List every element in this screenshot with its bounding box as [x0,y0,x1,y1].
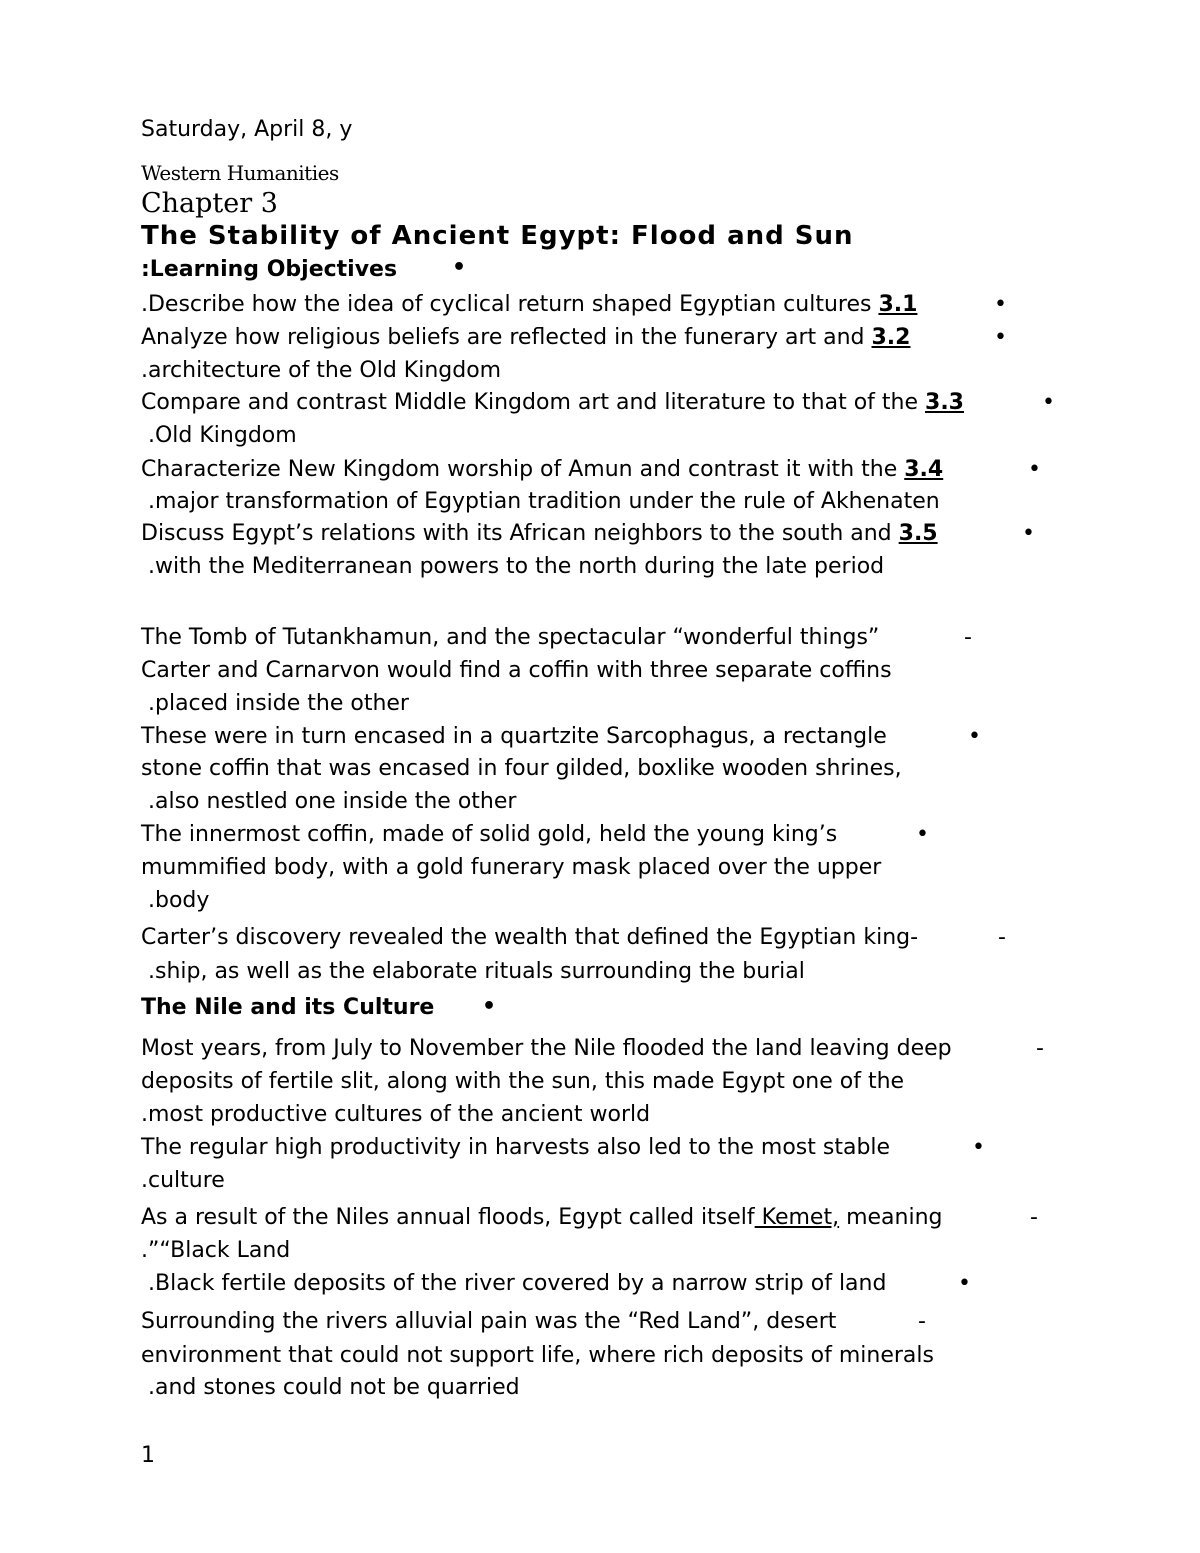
tomb-line: mummified body, with a gold funerary mask placed over the upper [141,855,882,880]
tomb-line: Carter’s discovery revealed the wealth that defined the Egyptian king- [141,925,919,950]
objective-number: 3.3 [925,390,964,415]
objective-continuation: .Old Kingdom [141,423,297,448]
nile-line: .culture [141,1168,225,1193]
objective-continuation: .with the Mediterranean powers to the north during the late period [141,554,885,579]
course-name: Western Humanities [141,161,339,185]
objective-text: Analyze how religious beliefs are reflected in the funerary art and [141,325,872,350]
objective-number: 3.4 [904,457,944,482]
objective-text: .Describe how the idea of cyclical return shaped Egyptian cultures [141,292,879,317]
dash-marker: - [918,1309,926,1334]
objective-item [141,325,910,351]
nile-line: The regular high productivity in harvests also led to the most stable [141,1135,891,1160]
objective-item [141,521,938,547]
chapter-label: Chapter 3 [141,188,278,219]
nile-line: deposits of fertile slit, along with the sun, this made Egypt one of the [141,1069,905,1094]
nile-line: .Black fertile deposits of the river covered by a narrow strip of land [141,1271,887,1296]
objective-number: 3.5 [898,521,938,546]
bullet-marker: • [968,724,981,749]
dash-marker: - [964,625,972,650]
nile-line: .and stones could not be quarried [141,1375,520,1400]
objective-continuation: .major transformation of Egyptian tradition under the rule of Akhenaten [141,489,940,514]
bullet-marker: • [994,325,1007,350]
tomb-line: .ship, as well as the elaborate rituals surrounding the burial [141,959,805,984]
tomb-line: Carter and Carnarvon would find a coffin with three separate coffins [141,658,892,683]
bullet-marker: • [972,1135,985,1160]
nile-heading: The Nile and its Culture [141,995,435,1020]
bullet-marker: • [482,994,497,1019]
nile-line: Surrounding the rivers alluvial pain was the “Red Land”, desert [141,1309,837,1334]
dash-marker: - [998,925,1006,950]
bullet-marker: • [1042,390,1055,415]
chapter-title: The Stability of Ancient Egypt: Flood and Sun [141,221,854,251]
nile-line-text: As a result of the Niles annual floods, Egypt called itself [141,1205,755,1230]
objective-number: 3.2 [871,325,911,350]
nile-line: .”“Black Land [141,1238,291,1263]
objectives-heading: :Learning Objectives [141,257,398,282]
tomb-line: .also nestled one inside the other [141,789,517,814]
tomb-line: .placed inside the other [141,691,409,716]
nile-line: Most years, from July to November the Nile flooded the land leaving deep [141,1036,952,1061]
tomb-line: The innermost coffin, made of solid gold, held the young king’s [141,822,838,847]
objective-item [141,390,964,416]
objective-item [141,292,917,318]
objective-number: 3.1 [878,292,918,317]
page-number: 1 [141,1443,155,1468]
nile-line: .most productive cultures of the ancient world [141,1102,651,1127]
objective-item [141,457,943,483]
bullet-marker: • [1028,457,1041,482]
objective-text: Discuss Egypt’s relations with its African neighbors to the south and [141,521,899,546]
tomb-line: The Tomb of Tutankhamun, and the spectacular “wonderful things” [141,625,880,650]
tomb-line: These were in turn encased in a quartzite Sarcophagus, a rectangle [141,724,887,749]
bullet-marker: • [958,1271,971,1296]
nile-line-text: meaning [839,1205,943,1230]
dash-marker: - [1036,1036,1044,1061]
objective-continuation: .architecture of the Old Kingdom [141,358,502,383]
bullet-marker: • [916,822,929,847]
nile-line [141,1205,943,1231]
dash-marker: - [1030,1205,1038,1230]
bullet-marker: • [994,292,1007,317]
date-line: Saturday, April 8, y [141,117,353,142]
tomb-line: .body [141,888,210,913]
tomb-line: stone coffin that was encased in four gilded, boxlike wooden shrines, [141,756,902,781]
objective-text: Characterize New Kingdom worship of Amun and contrast it with the [141,457,905,482]
bullet-marker: • [1022,521,1035,546]
nile-line: environment that could not support life, where rich deposits of minerals [141,1343,934,1368]
bullet-marker: • [452,255,467,280]
objective-text: Compare and contrast Middle Kingdom art and literature to that of the [141,390,926,415]
kemet-term: Kemet, [754,1205,840,1230]
